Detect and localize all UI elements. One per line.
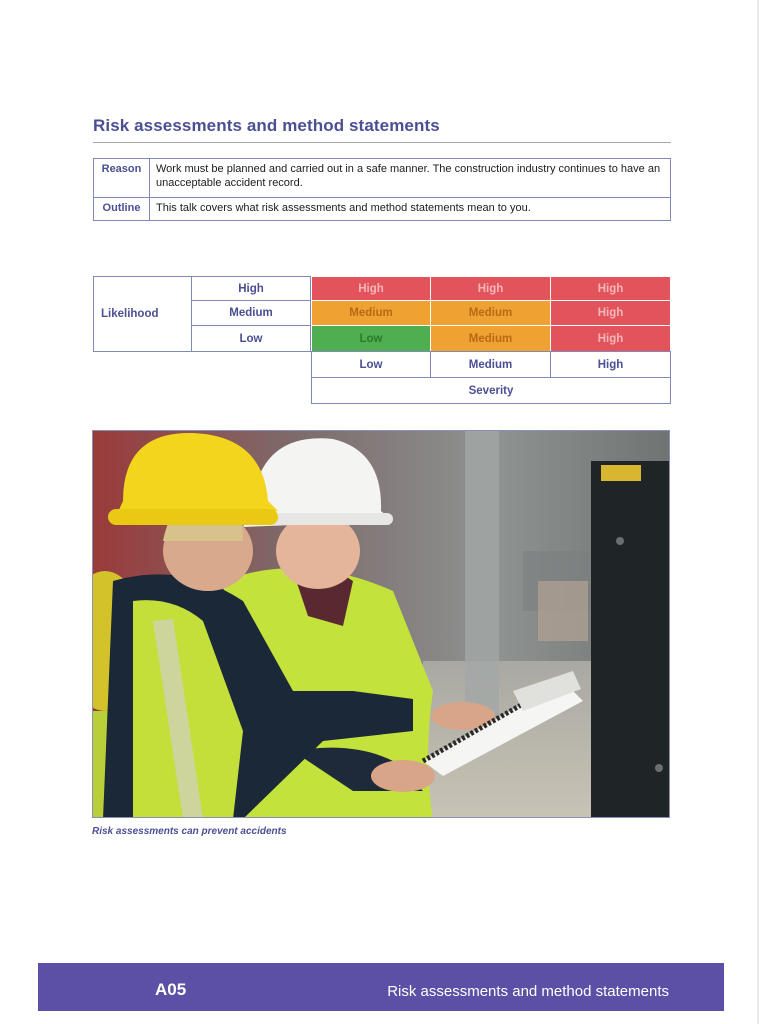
risk-cell-medium-medium: Medium: [430, 300, 551, 326]
footer-title: Risk assessments and method statements: [387, 983, 669, 1000]
outline-text: This talk covers what risk assessments and method statements mean to you.: [150, 198, 671, 221]
reason-label: Reason: [94, 159, 150, 198]
page-title: Risk assessments and method statements: [93, 116, 440, 135]
likelihood-high: High: [191, 276, 311, 301]
page-edge: [757, 0, 759, 1024]
severity-low: Low: [311, 351, 431, 378]
risk-cell-medium-high: High: [550, 300, 671, 326]
reason-row: [94, 159, 671, 198]
severity-label: Severity: [311, 377, 671, 404]
outline-row: [94, 198, 671, 221]
footer-bar: [38, 963, 724, 1011]
reason-text: Work must be planned and carried out in a safe manner. The construction industry continues to have an unacceptable accident record.: [150, 159, 671, 198]
severity-medium: Medium: [430, 351, 551, 378]
outline-label: Outline: [94, 198, 150, 221]
photo-caption: Risk assessments can prevent accidents: [92, 826, 287, 837]
risk-cell-high-low: High: [311, 276, 431, 301]
title-divider: [93, 142, 671, 143]
likelihood-low: Low: [191, 325, 311, 352]
likelihood-label: Likelihood: [93, 276, 192, 352]
risk-cell-low-medium: Medium: [430, 325, 551, 352]
risk-cell-medium-low: Medium: [311, 300, 431, 326]
likelihood-medium: Medium: [191, 300, 311, 326]
severity-high: High: [550, 351, 671, 378]
risk-cell-high-medium: High: [430, 276, 551, 301]
risk-cell-high-high: High: [550, 276, 671, 301]
reason-outline-table: [93, 158, 671, 221]
risk-cell-low-high: High: [550, 325, 671, 352]
workers-photo: [92, 430, 670, 818]
risk-cell-low-low: Low: [311, 325, 431, 352]
workers-illustration: [93, 431, 670, 818]
footer-code: A05: [155, 980, 187, 999]
